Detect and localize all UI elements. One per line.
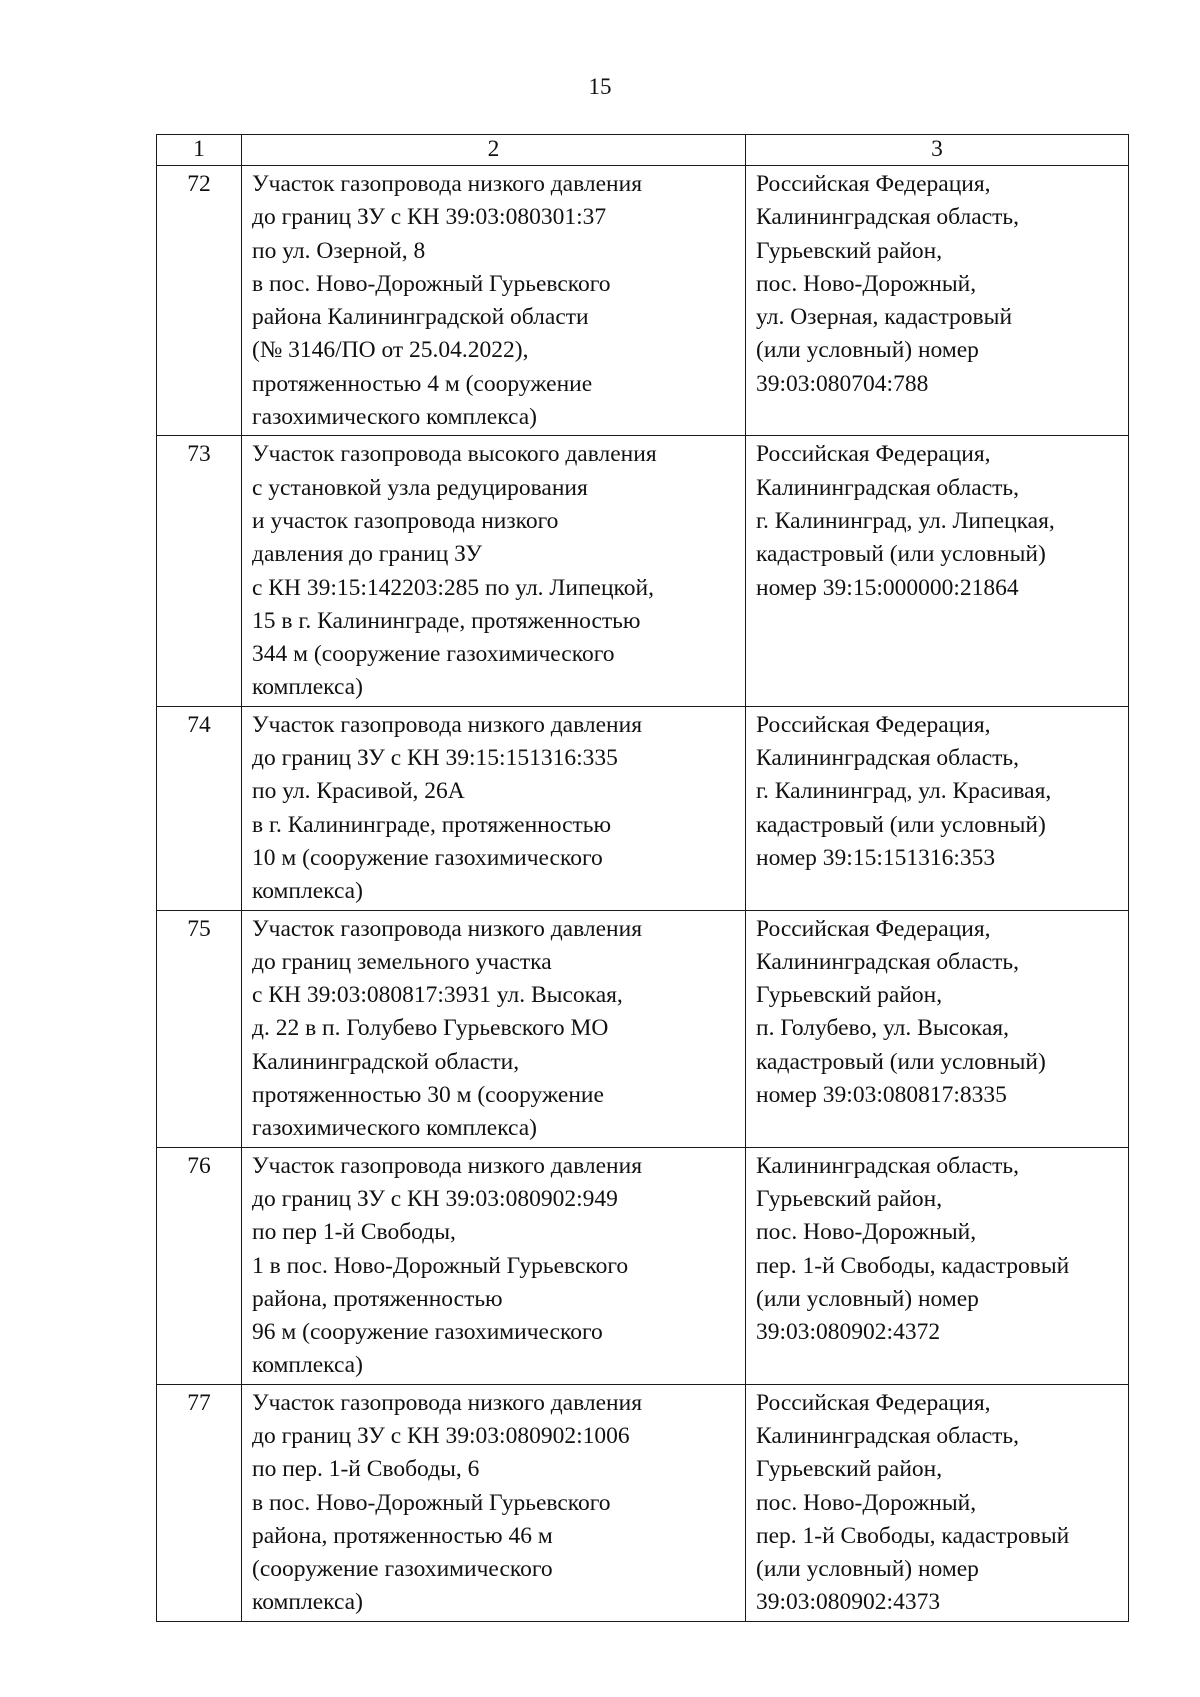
object-description-cell [242, 436, 746, 706]
object-description-cell [242, 706, 746, 910]
object-location-line: г. Калининград, ул. Красивая, [756, 778, 1052, 805]
object-location-line: Калининградская область, [756, 204, 1019, 231]
object-description-line: района, протяженностью [252, 1285, 503, 1312]
object-location-line: Калининградская область, [756, 1422, 1019, 1449]
table-row [157, 706, 1129, 910]
object-location-line: Российская Федерация, [756, 171, 991, 197]
table-row [157, 1147, 1129, 1384]
object-description-line: с КН 39:03:080817:3931 ул. Высокая, [252, 982, 623, 1009]
row-number: 72 [157, 166, 242, 436]
object-location-line: номер 39:15:000000:21864 [756, 574, 1019, 601]
object-location-line: 39:03:080902:4372 [756, 1319, 941, 1346]
object-description-line: 96 м (сооружение газохимического [252, 1319, 603, 1346]
object-description-line: протяженностью 4 м (сооружение [252, 370, 593, 397]
object-description-line: комплекса) [252, 1352, 363, 1379]
object-description-line: с установкой узла редуцирования [252, 474, 588, 501]
object-description-line: газохимического комплекса) [252, 1115, 538, 1142]
object-description-line: 15 в г. Калининграде, протяженностью [252, 607, 641, 634]
row-number: 74 [157, 706, 242, 910]
object-description-line: Участок газопровода низкого давления [252, 171, 643, 197]
object-location-cell [746, 1147, 1129, 1384]
object-location-cell [746, 910, 1129, 1147]
object-description-line: (№ 3146/ПО от 25.04.2022), [252, 337, 529, 364]
column-header-description: 2 [242, 135, 746, 166]
object-description-line: района, протяженностью 46 м [252, 1522, 553, 1549]
object-location-line: пос. Ново-Дорожный, [756, 1219, 977, 1246]
object-description-line: Участок газопровода низкого давления [252, 711, 643, 738]
object-location-line: 39:03:080704:788 [756, 370, 929, 397]
table-row [157, 166, 1129, 436]
object-description-line: до границ ЗУ с КН 39:15:151316:335 [252, 745, 618, 772]
table-header-row [157, 135, 1129, 166]
object-description-line: 10 м (сооружение газохимического [252, 844, 603, 871]
row-number: 77 [157, 1384, 242, 1621]
object-location-cell [746, 436, 1129, 706]
object-description-cell [242, 910, 746, 1147]
object-description-line: Участок газопровода высокого давления [252, 441, 657, 468]
object-description-cell [242, 166, 746, 436]
object-description-line: в пос. Ново-Дорожный Гурьевского [252, 270, 611, 297]
row-number: 76 [157, 1147, 242, 1384]
object-description-line: 344 м (сооружение газохимического [252, 641, 615, 668]
object-location-line: ул. Озерная, кадастровый [756, 304, 1013, 331]
object-description-line: протяженностью 30 м (сооружение [252, 1082, 604, 1109]
object-location-line: Российская Федерация, [756, 441, 991, 468]
object-description-line: д. 22 в п. Голубево Гурьевского МО [252, 1015, 609, 1042]
object-description-line: Участок газопровода низкого давления [252, 915, 643, 942]
object-description-line: комплекса) [252, 878, 363, 905]
object-location-line: Калининградская область, [756, 1152, 1019, 1179]
object-description-line: до границ ЗУ с КН 39:03:080902:1006 [252, 1422, 630, 1449]
object-location-line: Гурьевский район, [756, 1185, 943, 1212]
object-location-line: Гурьевский район, [756, 237, 943, 264]
object-location-cell [746, 166, 1129, 436]
object-location-line: пер. 1-й Свободы, кадастровый [756, 1252, 1070, 1279]
object-location-cell [746, 1384, 1129, 1621]
object-description-line: и участок газопровода низкого [252, 507, 559, 534]
column-header-number: 1 [157, 135, 242, 166]
object-description-line: до границ земельного участка [252, 948, 552, 975]
object-location-line: Калининградская область, [756, 474, 1019, 501]
table-row [157, 436, 1129, 706]
object-location-line: Российская Федерация, [756, 1389, 991, 1416]
column-header-location: 3 [746, 135, 1129, 166]
object-location-line: (или условный) номер [756, 1285, 979, 1312]
object-description-line: комплекса) [252, 1589, 363, 1616]
object-location-line: пос. Ново-Дорожный, [756, 1489, 977, 1516]
object-description-cell [242, 1384, 746, 1621]
page-number: 15 [588, 74, 612, 99]
row-number: 73 [157, 436, 242, 706]
object-location-line: Гурьевский район, [756, 982, 943, 1009]
object-description-line: в пос. Ново-Дорожный Гурьевского [252, 1489, 611, 1516]
object-location-line: Калининградская область, [756, 745, 1019, 772]
object-description-cell [242, 1147, 746, 1384]
object-location-cell [746, 706, 1129, 910]
object-description-line: района Калининградской области [252, 304, 589, 331]
object-description-line: (сооружение газохимического [252, 1556, 553, 1583]
object-location-line: пос. Ново-Дорожный, [756, 270, 977, 297]
object-description-line: давления до границ ЗУ [252, 541, 482, 568]
object-description-line: в г. Калининграде, протяженностью [252, 811, 612, 838]
object-description-line: по пер 1-й Свободы, [252, 1219, 456, 1246]
object-location-line: кадастровый (или условный) [756, 1048, 1046, 1075]
object-description-line: газохимического комплекса) [252, 404, 538, 431]
object-location-line: Гурьевский район, [756, 1456, 943, 1483]
row-number: 75 [157, 910, 242, 1147]
object-description-line: по ул. Озерной, 8 [252, 237, 426, 264]
object-description-line: 1 в пос. Ново-Дорожный Гурьевского [252, 1252, 629, 1279]
object-location-line: 39:03:080902:4373 [756, 1589, 941, 1616]
object-location-line: Российская Федерация, [756, 915, 991, 942]
object-location-line: номер 39:15:151316:353 [756, 844, 996, 871]
object-description-line: Калининградской области, [252, 1048, 520, 1075]
object-location-line: Российская Федерация, [756, 711, 991, 738]
object-description-line: по пер. 1-й Свободы, 6 [252, 1456, 480, 1483]
property-registry-table [156, 134, 1129, 1622]
object-location-line: (или условный) номер [756, 337, 979, 364]
object-description-line: комплекса) [252, 674, 363, 701]
object-location-line: кадастровый (или условный) [756, 541, 1046, 568]
object-location-line: (или условный) номер [756, 1556, 979, 1583]
object-location-line: г. Калининград, ул. Липецкая, [756, 507, 1055, 534]
object-description-line: по ул. Красивой, 26А [252, 778, 465, 805]
object-location-line: пер. 1-й Свободы, кадастровый [756, 1522, 1070, 1549]
table-row [157, 1384, 1129, 1621]
object-location-line: п. Голубево, ул. Высокая, [756, 1015, 1009, 1042]
object-location-line: номер 39:03:080817:8335 [756, 1082, 1007, 1109]
object-description-line: Участок газопровода низкого давления [252, 1152, 643, 1179]
object-location-line: кадастровый (или условный) [756, 811, 1046, 838]
object-description-line: до границ ЗУ с КН 39:03:080902:949 [252, 1185, 618, 1212]
object-description-line: Участок газопровода низкого давления [252, 1389, 643, 1416]
object-description-line: с КН 39:15:142203:285 по ул. Липецкой, [252, 574, 654, 601]
object-description-line: до границ ЗУ с КН 39:03:080301:37 [252, 204, 607, 231]
object-location-line: Калининградская область, [756, 948, 1019, 975]
table-row [157, 910, 1129, 1147]
